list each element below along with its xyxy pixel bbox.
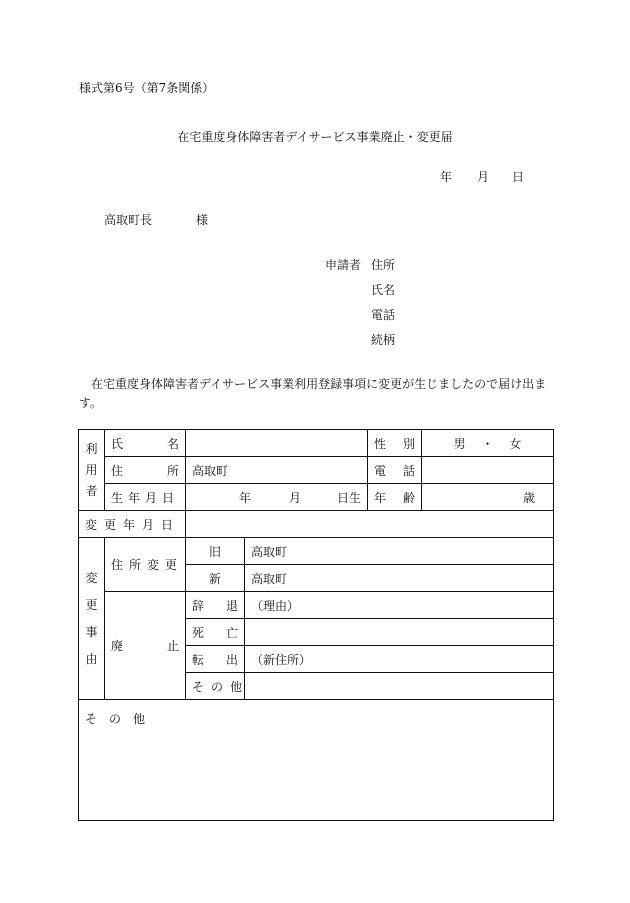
name-label-cell xyxy=(105,430,186,457)
form-number: 様式第6号（第7条関係） xyxy=(79,81,215,95)
new-label-cell xyxy=(186,565,245,592)
old-label-cell xyxy=(186,538,245,565)
change-items-text: 変更事由 xyxy=(85,570,98,666)
abolish-label-2: 止 xyxy=(166,639,179,653)
birth-year: 年 xyxy=(238,490,251,505)
move-label-2: 出 xyxy=(225,652,238,667)
other-sub-input-cell[interactable] xyxy=(245,673,554,700)
document-title: 在宅重度身体障害者デイサービス事業廃止・変更届 xyxy=(177,130,453,144)
new-label: 新 xyxy=(208,571,221,586)
other-sub-label: その他 xyxy=(192,679,250,694)
date-day-label: 日 xyxy=(512,170,525,184)
address-change-label: 住所変更 xyxy=(111,558,184,572)
gender-choice-cell[interactable] xyxy=(422,430,554,457)
other-notes-cell[interactable] xyxy=(79,700,554,821)
birth-month: 月 xyxy=(288,490,301,505)
birth-label: 生年月日 xyxy=(111,490,180,505)
body-text: 在宅重度身体障害者デイサービス事業利用登録事項に変更が生じましたので届け出ます。 xyxy=(79,377,547,410)
birth-label-cell xyxy=(105,484,186,511)
new-address-cell[interactable] xyxy=(245,565,554,592)
birth-day: 日生 xyxy=(336,490,361,505)
move-label-cell xyxy=(186,646,245,673)
birth-input-cell[interactable] xyxy=(186,484,368,511)
withdraw-label-cell xyxy=(186,592,245,619)
abolish-label-cell xyxy=(105,592,186,700)
withdraw-label-2: 退 xyxy=(225,598,238,613)
address-value: 高取町 xyxy=(192,463,229,478)
change-date-label: 変更年月日 xyxy=(85,517,181,532)
gender-label-cell xyxy=(368,430,422,457)
gender-label-2: 別 xyxy=(402,436,415,451)
new-address-value: 高取町 xyxy=(251,571,288,586)
old-address-value: 高取町 xyxy=(251,544,288,559)
applicant-relation-label: 続柄 xyxy=(371,333,396,347)
date-month-label: 月 xyxy=(477,170,490,184)
name-label-2: 名 xyxy=(166,436,179,451)
death-label-cell xyxy=(186,619,245,646)
death-input-cell[interactable] xyxy=(245,619,554,646)
form-table xyxy=(78,429,554,821)
old-address-cell[interactable] xyxy=(245,538,554,565)
move-address-value: （新住所） xyxy=(251,652,312,667)
phone-label-cell xyxy=(368,457,422,484)
address-label-cell xyxy=(105,457,186,484)
applicant-address-label: 住所 xyxy=(371,258,396,272)
gender-separator: ・ xyxy=(481,436,494,451)
user-group-text: 利用者 xyxy=(85,441,98,498)
withdraw-reason-value: （理由） xyxy=(251,598,300,613)
change-date-label-cell xyxy=(79,511,186,538)
address-change-label-cell xyxy=(105,538,186,592)
address-label-1: 住 xyxy=(111,463,124,478)
name-input-cell[interactable] xyxy=(186,430,368,457)
gender-label-1: 性 xyxy=(374,436,387,451)
death-label-1: 死 xyxy=(192,625,205,640)
change-items-group-label xyxy=(79,538,105,700)
other-sub-label-cell xyxy=(186,673,250,700)
age-label-cell xyxy=(368,484,422,511)
address-input-cell[interactable] xyxy=(186,457,368,484)
withdraw-reason-cell[interactable] xyxy=(245,592,554,619)
addressee-suffix: 様 xyxy=(196,213,209,227)
phone-label-1: 電 xyxy=(374,463,387,478)
change-date-input-cell[interactable] xyxy=(186,511,554,538)
abolish-label-1: 廃 xyxy=(111,639,124,653)
age-label-1: 年 xyxy=(374,490,387,505)
move-address-cell[interactable] xyxy=(245,646,554,673)
applicant-phone-label: 電話 xyxy=(371,308,396,322)
name-label-1: 氏 xyxy=(111,436,124,451)
age-label-2: 齢 xyxy=(402,490,415,505)
other-label: その他 xyxy=(85,712,158,726)
gender-male[interactable]: 男 xyxy=(453,436,466,451)
withdraw-label-1: 辞 xyxy=(192,598,205,613)
date-year-label: 年 xyxy=(440,170,453,184)
gender-female[interactable]: 女 xyxy=(509,436,522,451)
phone-input-cell[interactable] xyxy=(422,457,554,484)
phone-label-2: 話 xyxy=(402,463,415,478)
age-input-cell[interactable] xyxy=(422,484,554,511)
old-label: 旧 xyxy=(208,544,221,559)
addressee: 高取町長 xyxy=(104,213,153,227)
applicant-name-label: 氏名 xyxy=(371,283,396,297)
move-label-1: 転 xyxy=(192,652,205,667)
age-suffix: 歳 xyxy=(522,490,535,505)
user-group-label xyxy=(79,430,105,511)
death-label-2: 亡 xyxy=(225,625,238,640)
address-label-2: 所 xyxy=(166,463,179,478)
applicant-label: 申請者 xyxy=(325,258,362,272)
